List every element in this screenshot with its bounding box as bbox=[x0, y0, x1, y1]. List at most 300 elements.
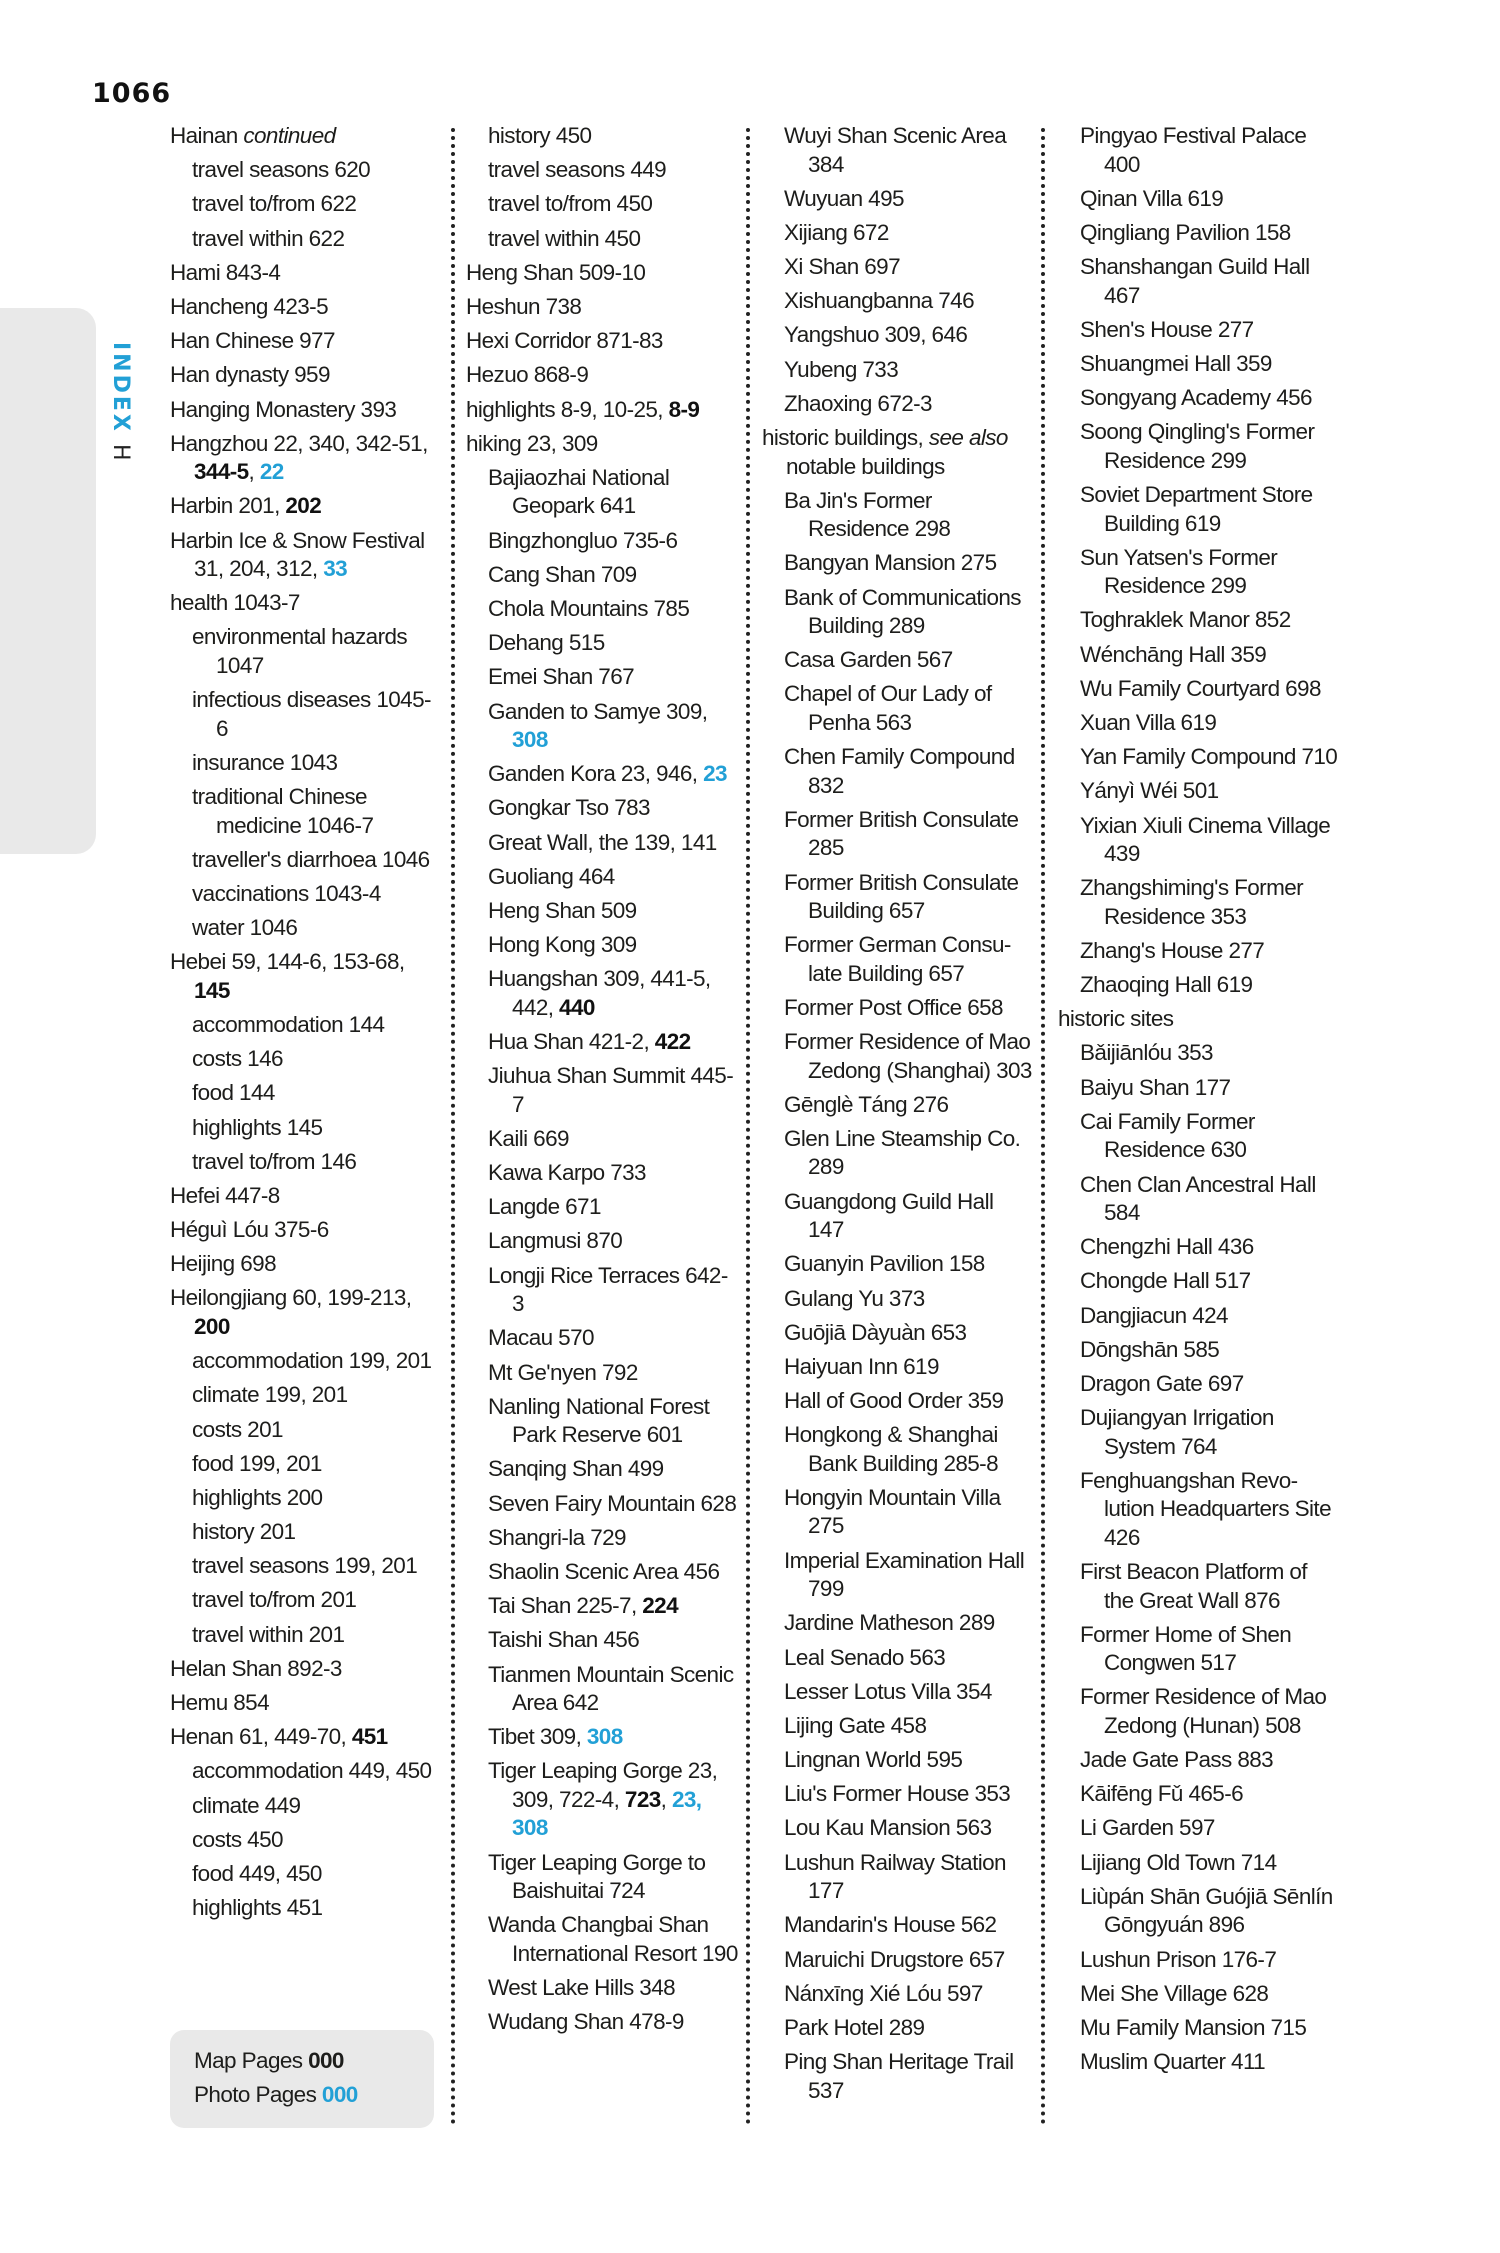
entry-text: Seven Fairy Mountain 628 bbox=[488, 1490, 737, 1516]
entry-text: Shanshangan Guild Hall 467 bbox=[1080, 254, 1310, 308]
entry-text: Helan Shan 892-3 bbox=[170, 1655, 342, 1681]
legend-map-value: 000 bbox=[308, 2048, 344, 2073]
index-subentry bbox=[170, 1381, 440, 1410]
index-subentry bbox=[1058, 1039, 1338, 1068]
index-subentry bbox=[170, 1045, 440, 1074]
entry-text: Guangdong Guild Hall 147 bbox=[784, 1188, 994, 1243]
entry-text: Tai Shan 225-7, bbox=[488, 1593, 643, 1619]
index-subentry bbox=[170, 846, 440, 875]
entry-text: Lushun Prison 176-7 bbox=[1080, 1946, 1277, 1972]
index-subentry bbox=[1058, 675, 1338, 704]
entry-text: Hua Shan 421-2, bbox=[488, 1029, 655, 1054]
entry-text: Park Hotel 289 bbox=[784, 2014, 925, 2040]
index-subentry bbox=[1058, 1267, 1338, 1296]
index-column-1 bbox=[170, 122, 440, 1928]
index-subentry bbox=[170, 1757, 440, 1786]
entry-text: Nanling National Forest Park Reserve 601 bbox=[488, 1393, 710, 1448]
index-subentry bbox=[466, 1324, 738, 1353]
entry-text: travel seasons 199, 201 bbox=[192, 1553, 418, 1579]
index-subentry bbox=[762, 1353, 1034, 1382]
entry-text: Han dynasty 959 bbox=[170, 362, 330, 388]
entry-text: Former Residence of Mao Zedong (Hunan) 508 bbox=[1080, 1684, 1327, 1738]
entry-text: Shaolin Scenic Area 456 bbox=[488, 1558, 720, 1584]
index-entry bbox=[170, 327, 440, 356]
index-subentry bbox=[170, 1860, 440, 1889]
index-subentry bbox=[762, 321, 1034, 350]
entry-text: Guanyin Pavilion 158 bbox=[784, 1251, 985, 1277]
entry-text: Wu Family Courtyard 698 bbox=[1080, 675, 1321, 701]
map-page-ref: 440 bbox=[559, 994, 595, 1020]
entry-text: Heng Shan 509-10 bbox=[466, 259, 646, 285]
index-subentry bbox=[170, 1079, 440, 1108]
entry-text: Huangshan 309, 441-5, 442, bbox=[488, 966, 711, 1020]
index-subentry bbox=[466, 1359, 738, 1388]
index-subentry bbox=[170, 225, 440, 254]
entry-text: Chen Clan Ancestral Hall 584 bbox=[1080, 1171, 1316, 1225]
index-subentry bbox=[170, 1450, 440, 1479]
entry-text: travel within 622 bbox=[192, 225, 345, 251]
photo-page-ref: 22 bbox=[259, 459, 284, 485]
entry-text: highlights 145 bbox=[192, 1114, 323, 1140]
map-page-ref: 422 bbox=[654, 1029, 691, 1054]
entry-text: Wuyuan 495 bbox=[784, 185, 904, 211]
entry-text: Heng Shan 509 bbox=[488, 897, 637, 923]
index-subentry bbox=[762, 1712, 1034, 1741]
index-entry bbox=[170, 948, 440, 1005]
entry-text: Tibet 309, bbox=[488, 1724, 587, 1750]
entry-text: Chola Mountains 785 bbox=[488, 595, 690, 621]
entry-text: health 1043-7 bbox=[170, 590, 300, 616]
map-page-ref: 200 bbox=[194, 1313, 230, 1339]
index-entry bbox=[170, 396, 440, 425]
index-subentry bbox=[762, 1780, 1034, 1809]
index-subentry bbox=[466, 1723, 738, 1752]
entry-text: Hancheng 423-5 bbox=[170, 293, 328, 319]
index-subentry bbox=[1058, 2048, 1338, 2077]
index-subentry bbox=[1058, 1467, 1338, 1553]
entry-text: Wénchāng Hall 359 bbox=[1080, 641, 1267, 667]
index-subentry bbox=[1058, 316, 1338, 345]
index-entry bbox=[170, 259, 440, 288]
index-entry bbox=[466, 293, 738, 322]
entry-text: Wudang Shan 478-9 bbox=[488, 2009, 684, 2035]
entry-text: Lou Kau Mansion 563 bbox=[784, 1815, 992, 1841]
entry-text: Lushun Railway Station 177 bbox=[784, 1849, 1006, 1904]
index-subentry bbox=[1058, 1404, 1338, 1461]
entry-text: Li Garden 597 bbox=[1080, 1815, 1215, 1841]
index-subentry bbox=[466, 561, 738, 590]
index-subentry bbox=[762, 994, 1034, 1023]
entry-text: Bank of Communications Building 289 bbox=[784, 584, 1021, 639]
map-page-ref: 145 bbox=[194, 977, 230, 1003]
index-entry bbox=[466, 396, 738, 425]
entry-text: travel to/from 622 bbox=[192, 191, 357, 217]
entry-text: Shen's House 277 bbox=[1080, 316, 1254, 342]
entry-text: Gēnglè Táng 276 bbox=[784, 1091, 949, 1117]
entry-text: Glen Line Steamship Co. 289 bbox=[784, 1125, 1021, 1180]
entry-text: Chapel of Our Lady of Penha 563 bbox=[784, 681, 992, 735]
entry-text: Xishuangbanna 746 bbox=[784, 288, 974, 314]
entry-text: Hebei 59, 144-6, 153-68, bbox=[170, 949, 405, 975]
index-subentry bbox=[170, 1894, 440, 1923]
entry-text: Ping Shan Heritage Trail 537 bbox=[784, 2049, 1014, 2103]
entry-text: notable buildings bbox=[786, 453, 945, 479]
index-entry bbox=[170, 361, 440, 390]
index-subentry bbox=[762, 1746, 1034, 1775]
entry-text: Sun Yatsen's Former Residence 299 bbox=[1080, 544, 1278, 599]
entry-text: Tiger Leaping Gorge 23, 309, 722-4, bbox=[488, 1758, 718, 1812]
index-subentry bbox=[762, 1911, 1034, 1940]
entry-text: Macau 570 bbox=[488, 1325, 594, 1351]
index-subentry bbox=[466, 595, 738, 624]
entry-text: Yubeng 733 bbox=[784, 356, 899, 382]
index-subentry bbox=[466, 1227, 738, 1256]
entry-text: Muslim Quarter 411 bbox=[1080, 2049, 1266, 2075]
entry-text: Bingzhongluo 735-6 bbox=[488, 527, 678, 553]
entry-text: Lijiang Old Town 714 bbox=[1080, 1849, 1277, 1875]
entry-text: Wanda Changbai Shan International Resort 190 bbox=[488, 1912, 738, 1966]
index-subentry bbox=[466, 965, 738, 1022]
index-subentry bbox=[1058, 971, 1338, 1000]
entry-italic: see also bbox=[928, 425, 1008, 450]
entry-text: hiking 23, 309 bbox=[466, 430, 598, 456]
entry-text: Fenghuangshan Revo-lution Headquarters Site 426 bbox=[1080, 1467, 1331, 1550]
index-subentry bbox=[1058, 1946, 1338, 1975]
index-subentry bbox=[1058, 641, 1338, 670]
entry-text: Former Residence of Mao Zedong (Shanghai) 303 bbox=[784, 1029, 1032, 1083]
entry-text: environmental hazards 1047 bbox=[192, 624, 408, 678]
entry-text: First Beacon Platform of the Great Wall 876 bbox=[1080, 1559, 1307, 1613]
entry-text: traveller's diarrhoea 1046 bbox=[192, 846, 430, 872]
entry-text: Maruichi Drugstore 657 bbox=[784, 1946, 1005, 1972]
index-entry bbox=[170, 1250, 440, 1279]
entry-text: Héguì Lóu 375-6 bbox=[170, 1217, 329, 1243]
entry-text: Zhangshiming's Former Residence 353 bbox=[1080, 875, 1304, 929]
index-entry bbox=[466, 327, 738, 356]
entry-text: Bǎijiānlóu 353 bbox=[1080, 1040, 1213, 1066]
entry-text: Nánxīng Xié Lóu 597 bbox=[784, 1980, 983, 2006]
index-subentry bbox=[762, 487, 1034, 544]
index-subentry bbox=[466, 760, 738, 789]
column-divider bbox=[451, 128, 455, 2126]
entry-text: Wuyi Shan Scenic Area 384 bbox=[784, 123, 1007, 177]
legend-map-pages bbox=[194, 2048, 344, 2074]
section-letter: H bbox=[108, 443, 133, 464]
photo-page-ref: 308 bbox=[512, 727, 548, 752]
entry-text: Jade Gate Pass 883 bbox=[1080, 1747, 1274, 1773]
map-page-ref: 224 bbox=[642, 1593, 679, 1619]
index-subentry bbox=[762, 253, 1034, 282]
entry-text: Soong Qingling's Former Residence 299 bbox=[1080, 419, 1315, 473]
entry-text: travel to/from 146 bbox=[192, 1148, 357, 1174]
index-subentry bbox=[762, 806, 1034, 863]
legend-photo-value: 000 bbox=[321, 2082, 358, 2107]
entry-text: Lijing Gate 458 bbox=[784, 1712, 927, 1738]
map-page-ref: 723 bbox=[624, 1786, 661, 1812]
index-subentry bbox=[762, 1547, 1034, 1604]
index-entry bbox=[170, 1723, 440, 1752]
legend-map-label: Map Pages bbox=[194, 2048, 303, 2073]
index-subentry bbox=[1058, 1558, 1338, 1615]
index-subentry bbox=[762, 1028, 1034, 1085]
entry-text: Harbin 201, bbox=[170, 493, 286, 519]
entry-text: historic buildings, bbox=[762, 425, 929, 450]
entry-text: Hami 843-4 bbox=[170, 259, 281, 285]
index-subentry bbox=[466, 464, 738, 521]
entry-text: Kawa Karpo 733 bbox=[488, 1160, 646, 1186]
index-subentry bbox=[762, 2014, 1034, 2043]
entry-text: Shuangmei Hall 359 bbox=[1080, 350, 1272, 376]
entry-text: Sanqing Shan 499 bbox=[488, 1456, 664, 1482]
index-subentry bbox=[466, 931, 738, 960]
index-subentry bbox=[1058, 1883, 1338, 1940]
entry-text: Harbin Ice & Snow Festival 31, 204, 312, bbox=[170, 527, 425, 582]
index-subentry bbox=[466, 698, 738, 755]
index-subentry bbox=[1058, 1746, 1338, 1775]
photo-page-ref: 23 bbox=[703, 761, 727, 787]
index-subentry bbox=[1058, 1370, 1338, 1399]
entry-text: Dujiangyan Irrigation System 764 bbox=[1080, 1405, 1274, 1459]
page-legend bbox=[170, 2030, 434, 2128]
photo-page-ref: 308 bbox=[586, 1724, 623, 1750]
index-subentry bbox=[1058, 122, 1338, 179]
entry-text: accommodation 199, 201 bbox=[192, 1348, 432, 1374]
index-subentry bbox=[762, 1980, 1034, 2009]
index-subentry bbox=[466, 1393, 738, 1450]
index-entry bbox=[762, 424, 1034, 481]
entry-text: travel within 201 bbox=[192, 1621, 345, 1647]
entry-text: Chen Family Compound 832 bbox=[784, 744, 1015, 798]
map-page-ref: 202 bbox=[285, 493, 322, 519]
index-subentry bbox=[762, 356, 1034, 385]
index-subentry bbox=[762, 219, 1034, 248]
index-subentry bbox=[466, 1125, 738, 1154]
entry-text: Hongkong & Shanghai Bank Building 285-8 bbox=[784, 1422, 998, 1476]
entry-text: Gongkar Tso 783 bbox=[488, 795, 650, 821]
index-subentry bbox=[1058, 1814, 1338, 1843]
entry-text: Ganden to Samye 309, bbox=[488, 698, 708, 724]
index-column-2 bbox=[466, 122, 738, 2042]
index-entry bbox=[170, 527, 440, 584]
index-subentry bbox=[1058, 1683, 1338, 1740]
entry-text: Yan Family Compound 710 bbox=[1080, 744, 1338, 770]
index-subentry bbox=[170, 1347, 440, 1376]
index-subentry bbox=[1058, 777, 1338, 806]
index-subentry bbox=[170, 1792, 440, 1821]
index-subentry bbox=[762, 1678, 1034, 1707]
entry-text: Hong Kong 309 bbox=[488, 932, 637, 958]
index-subentry bbox=[1058, 1108, 1338, 1165]
entry-text: Bajiaozhai National Geopark 641 bbox=[488, 464, 670, 519]
entry-text: Imperial Examination Hall 799 bbox=[784, 1547, 1025, 1602]
column-divider bbox=[1041, 128, 1045, 2126]
entry-text: highlights 451 bbox=[192, 1895, 323, 1921]
section-tab bbox=[0, 308, 96, 854]
index-entry bbox=[170, 122, 440, 151]
page-number: 1066 bbox=[92, 78, 172, 109]
index-entry bbox=[170, 1182, 440, 1211]
index-subentry bbox=[1058, 185, 1338, 214]
entry-text: Mt Ge'nyen 792 bbox=[488, 1359, 638, 1385]
entry-text: highlights 200 bbox=[192, 1484, 323, 1510]
entry-text: Former British Consulate Building 657 bbox=[784, 869, 1019, 923]
index-subentry bbox=[1058, 1849, 1338, 1878]
index-entry bbox=[466, 430, 738, 459]
index-subentry bbox=[466, 1558, 738, 1587]
entry-text: food 144 bbox=[192, 1080, 275, 1106]
entry-text: Xi Shan 697 bbox=[784, 254, 900, 280]
index-subentry bbox=[1058, 1336, 1338, 1365]
entry-text: Hemu 854 bbox=[170, 1690, 270, 1715]
entry-text: Hezuo 868-9 bbox=[466, 362, 589, 388]
entry-text: climate 199, 201 bbox=[192, 1382, 348, 1408]
index-subentry bbox=[466, 527, 738, 556]
entry-text: Bangyan Mansion 275 bbox=[784, 550, 997, 576]
entry-text: Ganden Kora 23, 946, bbox=[488, 761, 704, 787]
entry-text: Chongde Hall 517 bbox=[1080, 1268, 1251, 1294]
index-subentry bbox=[466, 829, 738, 858]
entry-text: Dōngshān 585 bbox=[1080, 1336, 1220, 1362]
index-subentry bbox=[762, 1319, 1034, 1348]
index-subentry bbox=[170, 623, 440, 680]
index-subentry bbox=[762, 2048, 1034, 2105]
entry-text: Leal Senado 563 bbox=[784, 1644, 946, 1670]
entry-text: Heilongjiang 60, 199-213, bbox=[170, 1285, 412, 1311]
index-subentry bbox=[762, 646, 1034, 675]
entry-text: costs 450 bbox=[192, 1826, 283, 1852]
index-entry bbox=[1058, 1005, 1338, 1034]
entry-text: Yangshuo 309, 646 bbox=[784, 322, 968, 348]
index-subentry bbox=[466, 1455, 738, 1484]
index-subentry bbox=[1058, 1980, 1338, 2009]
entry-text: Mandarin's House 562 bbox=[784, 1912, 997, 1938]
entry-text: Xijiang 672 bbox=[784, 219, 889, 245]
section-tab-label bbox=[108, 342, 133, 463]
index-subentry bbox=[466, 1849, 738, 1906]
index-subentry bbox=[762, 1814, 1034, 1843]
index-subentry bbox=[466, 1062, 738, 1119]
entry-text: Hanging Monastery 393 bbox=[170, 396, 397, 422]
entry-text: Mei She Village 628 bbox=[1080, 1980, 1269, 2006]
entry-text: Jiuhua Shan Summit 445-7 bbox=[488, 1063, 734, 1117]
entry-text: vaccinations 1043-4 bbox=[192, 880, 381, 906]
index-subentry bbox=[170, 1114, 440, 1143]
index-subentry bbox=[762, 287, 1034, 316]
entry-text: Taishi Shan 456 bbox=[488, 1627, 640, 1653]
index-subentry bbox=[170, 686, 440, 743]
entry-text: Lesser Lotus Villa 354 bbox=[784, 1678, 992, 1704]
index-subentry bbox=[1058, 2014, 1338, 2043]
entry-text: Hongyin Mountain Villa 275 bbox=[784, 1484, 1001, 1539]
entry-text: highlights 8-9, 10-25, bbox=[466, 396, 669, 422]
entry-separator: , bbox=[660, 1786, 672, 1812]
index-subentry bbox=[170, 1011, 440, 1040]
entry-text: Kāifēng Fǔ 465-6 bbox=[1080, 1781, 1244, 1807]
index-subentry bbox=[762, 743, 1034, 800]
index-subentry bbox=[1058, 384, 1338, 413]
entry-text: Dragon Gate 697 bbox=[1080, 1370, 1244, 1396]
index-subentry bbox=[466, 1262, 738, 1319]
photo-page-ref: 23, 308 bbox=[512, 1786, 702, 1841]
entry-text: Baiyu Shan 177 bbox=[1080, 1074, 1231, 1100]
entry-text: Hainan bbox=[170, 123, 244, 148]
entry-text: Tiger Leaping Gorge to Baishuitai 724 bbox=[488, 1849, 706, 1904]
index-subentry bbox=[170, 1148, 440, 1177]
entry-text: travel to/from 201 bbox=[192, 1587, 357, 1613]
entry-text: Emei Shan 767 bbox=[488, 664, 635, 690]
entry-text: West Lake Hills 348 bbox=[488, 1974, 676, 2000]
index-column-3 bbox=[762, 122, 1034, 2111]
index-subentry bbox=[1058, 812, 1338, 869]
index-subentry bbox=[1058, 1074, 1338, 1103]
entry-text: Former Home of Shen Congwen 517 bbox=[1080, 1621, 1292, 1676]
index-subentry bbox=[466, 1490, 738, 1519]
entry-text: Qinan Villa 619 bbox=[1080, 185, 1224, 211]
entry-text: insurance 1043 bbox=[192, 749, 338, 775]
entry-text: Heijing 698 bbox=[170, 1251, 276, 1277]
index-subentry bbox=[1058, 937, 1338, 966]
index-subentry bbox=[1058, 874, 1338, 931]
index-subentry bbox=[762, 1946, 1034, 1975]
entry-text: Zhaoxing 672-3 bbox=[784, 390, 932, 416]
entry-text: Guoliang 464 bbox=[488, 863, 615, 889]
index-subentry bbox=[466, 863, 738, 892]
index-subentry bbox=[1058, 743, 1338, 772]
index-subentry bbox=[762, 1188, 1034, 1245]
index-subentry bbox=[762, 1091, 1034, 1120]
index-subentry bbox=[466, 1193, 738, 1222]
entry-text: Soviet Department Store Building 619 bbox=[1080, 482, 1313, 536]
entry-text: Heshun 738 bbox=[466, 293, 582, 319]
entry-text: Chengzhi Hall 436 bbox=[1080, 1234, 1254, 1260]
entry-text: Yixian Xiuli Cinema Village 439 bbox=[1080, 812, 1331, 866]
index-subentry bbox=[466, 897, 738, 926]
entry-text: food 199, 201 bbox=[192, 1450, 322, 1476]
index-subentry bbox=[762, 1849, 1034, 1906]
index-subentry bbox=[466, 1974, 738, 2003]
entry-text: climate 449 bbox=[192, 1792, 301, 1818]
index-subentry bbox=[466, 190, 738, 219]
photo-page-ref: 33 bbox=[323, 556, 348, 582]
index-subentry bbox=[170, 1586, 440, 1615]
index-entry bbox=[466, 259, 738, 288]
index-subentry bbox=[1058, 418, 1338, 475]
index-subentry bbox=[1058, 253, 1338, 310]
entry-text: Songyang Academy 456 bbox=[1080, 385, 1312, 411]
index-subentry bbox=[1058, 481, 1338, 538]
entry-text: Henan 61, 449-70, bbox=[170, 1724, 352, 1750]
entry-text: Pingyao Festival Palace 400 bbox=[1080, 123, 1307, 177]
entry-text: Yányì Wéi 501 bbox=[1080, 778, 1219, 804]
entry-text: Cai Family Former Residence 630 bbox=[1080, 1108, 1255, 1163]
legend-photo-pages bbox=[194, 2082, 358, 2108]
entry-text: Toghraklek Manor 852 bbox=[1080, 607, 1291, 633]
index-subentry bbox=[170, 880, 440, 909]
entry-text: infectious diseases 1045-6 bbox=[192, 687, 431, 741]
index-entry bbox=[466, 361, 738, 390]
index-subentry bbox=[762, 122, 1034, 179]
entry-text: food 449, 450 bbox=[192, 1860, 322, 1886]
index-subentry bbox=[1058, 1171, 1338, 1228]
column-divider bbox=[746, 128, 750, 2126]
index-subentry bbox=[170, 190, 440, 219]
index-entry bbox=[170, 293, 440, 322]
index-subentry bbox=[762, 1644, 1034, 1673]
index-subentry bbox=[1058, 544, 1338, 601]
entry-text: Qingliang Pavilion 158 bbox=[1080, 219, 1291, 245]
entry-text: travel within 450 bbox=[488, 225, 641, 251]
entry-text: Shangri-la 729 bbox=[488, 1524, 626, 1550]
